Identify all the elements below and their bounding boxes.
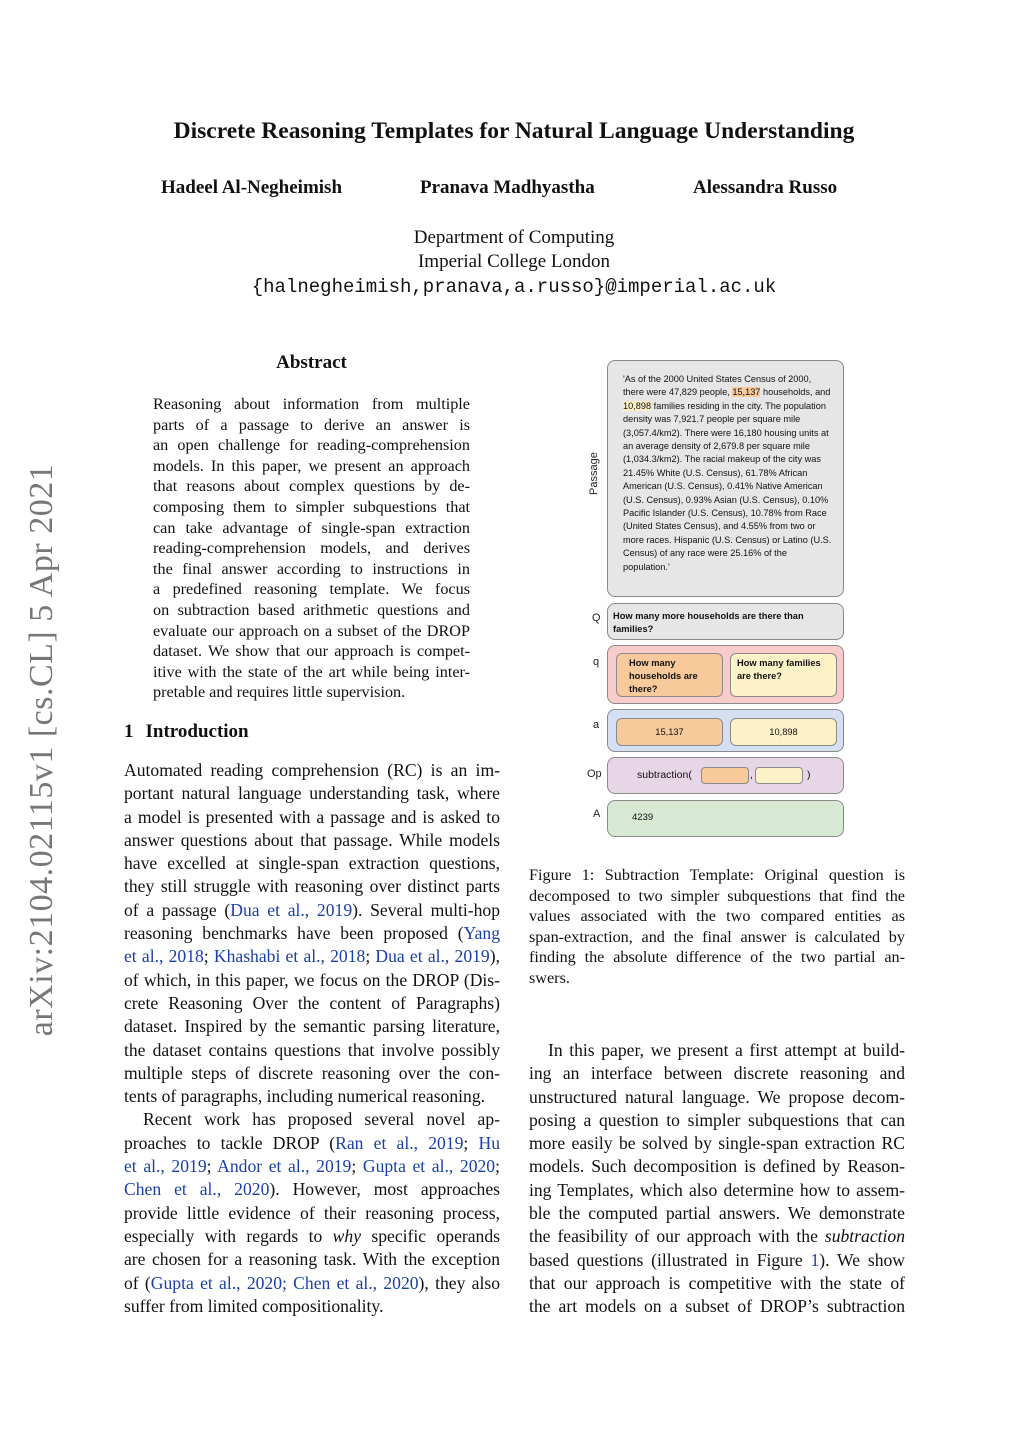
- author-2: Pranava Madhyastha: [420, 177, 595, 198]
- text-line: an open challenge for reading-comprehension: [153, 436, 470, 455]
- text-line: suffer from limited compositionality.: [124, 1295, 384, 1316]
- author-3: Alessandra Russo: [693, 177, 838, 198]
- text-line: have excelled at single-span extraction questions,: [124, 853, 500, 874]
- passage-text: families residing in the city. The population density was 7,921.7 people per square mile (3,057.4/km2). There were 16,180 housing units at an average density of 2,679.8 per square mile (1,034.3/km2). The racial makeup of the city was 21.45% White (U.S. Census), 61.78% African American (U.S. Census), 0.41% Native American (U.S. Census), 0.93% Asian (U.S. Census), 0.10% Pacific Islander (U.S. Census), 10.78% from Race (United States Census), and 4.55% from two or more races. Hispanic (U.S. Census) or Latino (U.S. Census) of any race were 25.16% of the population.': [623, 400, 832, 572]
- text-line: of which, in this paper, we focus on the DROP (Dis-: [124, 969, 500, 990]
- label-q: q: [593, 656, 600, 668]
- text-line: multiple steps of discrete reasoning over the con-: [124, 1062, 500, 1083]
- text-line: more easily be solved by single-span extraction RC: [529, 1133, 905, 1154]
- citation-link[interactable]: Yang: [463, 923, 500, 944]
- text-line: tents of paragraphs, including numerical reasoning.: [124, 1086, 486, 1107]
- text-line: especially with regards to why specific operands: [124, 1225, 500, 1246]
- author-emails: {halnegheimish,pranava,a.russo}@imperial.ac.uk: [251, 276, 777, 298]
- subquestion-2: How many families are there?: [730, 653, 837, 697]
- answer-2: 10,898: [730, 718, 837, 746]
- citation-link[interactable]: 1: [810, 1249, 820, 1270]
- figure-caption: [529, 865, 905, 988]
- text-line: dataset. Inspired by the semantic parsing literature,: [124, 1016, 500, 1037]
- text-line: et al., 2019; Andor et al., 2019; Gupta et al., 2020;: [124, 1156, 500, 1177]
- text-line: portant natural language understanding task, where: [124, 783, 500, 804]
- text-line: the art models on a subset of DROP’s subtraction: [529, 1296, 905, 1317]
- text-line: provide little evidence of their reasoning process,: [124, 1202, 500, 1223]
- text-line: Figure 1: Subtraction Template: Original question is: [529, 866, 905, 884]
- text-line: pretable and requires little supervision.: [153, 683, 406, 702]
- italic-text: why: [332, 1225, 361, 1246]
- italic-text: subtraction: [824, 1226, 905, 1247]
- answer-1: 15,137: [616, 718, 723, 746]
- abstract-heading: Abstract: [276, 352, 347, 373]
- text-line: posing a question to simpler subquestions that can: [529, 1109, 905, 1130]
- question-box: How many more households are there than families?: [607, 603, 844, 640]
- text-line: of a passage (Dua et al., 2019). Several multi-hop: [124, 899, 500, 920]
- text-line: decomposed to two simpler subquestions that find the: [529, 886, 905, 905]
- text-line: a predefined reasoning template. We focus: [153, 580, 470, 599]
- section-title: Introduction: [145, 721, 249, 742]
- operation-comma: ,: [750, 769, 753, 781]
- text-line: swers.: [529, 968, 570, 987]
- citation-link[interactable]: Andor et al., 2019: [217, 1156, 352, 1177]
- text-line: they still struggle with reasoning over distinct parts: [124, 876, 500, 897]
- citation-link[interactable]: Dua et al., 2019: [230, 899, 353, 920]
- final-answer-box: 4239: [607, 800, 844, 837]
- text-line: span-extraction, and the final answer is calculated by: [529, 927, 905, 946]
- text-line: finding the absolute difference of the two partial an-: [529, 948, 905, 966]
- text-line: on subtraction based arithmetic questions and: [153, 600, 470, 619]
- text-line: ble the computed partial answers. We demonstrate: [529, 1203, 905, 1224]
- label-A: A: [593, 808, 601, 820]
- citation-link[interactable]: Hu: [478, 1132, 500, 1153]
- text-line: models. In this paper, we present an approach: [153, 456, 470, 475]
- label-a: a: [593, 719, 600, 731]
- operation-box: [607, 757, 844, 794]
- text-line: Reasoning about information from multiple: [153, 395, 470, 413]
- citation-link[interactable]: Dua et al., 2019: [375, 946, 490, 967]
- text-line: answer questions about that passage. While models: [124, 829, 500, 850]
- passage-box: [607, 360, 844, 597]
- passage-text: households, and: [760, 387, 831, 398]
- text-line: of (Gupta et al., 2020; Chen et al., 2020), they also: [124, 1272, 500, 1293]
- text-line: the dataset contains questions that involve possibly: [124, 1039, 500, 1060]
- text-line: crete Reasoning Over the content of Paragraphs): [124, 992, 500, 1013]
- author-1: Hadeel Al-Negheimish: [161, 177, 343, 198]
- right-column-text: [529, 1039, 905, 1319]
- text-line: values associated with the two compared entities as: [529, 907, 905, 925]
- highlight-households: 15,137: [732, 387, 761, 398]
- text-line: based questions (illustrated in Figure 1). We show: [529, 1249, 905, 1270]
- citation-link[interactable]: Chen et al., 2020: [124, 1179, 270, 1200]
- text-line: Chen et al., 2020). However, most approaches: [124, 1179, 500, 1200]
- text-line: are chosen for a reasoning task. With the exception: [124, 1249, 500, 1270]
- text-line: that reasons about complex questions by de-: [153, 477, 470, 496]
- text-line: Recent work has proposed several novel ap-: [143, 1109, 500, 1130]
- text-line: parts of a passage to derive an answer is: [153, 415, 470, 434]
- intro-text: [124, 759, 500, 1318]
- operation-name: subtraction(: [637, 769, 692, 781]
- text-line: et al., 2018; Khashabi et al., 2018; Dua et al., 2019),: [124, 946, 500, 967]
- highlight-families: 10,898: [623, 400, 652, 411]
- text-line: models. Such decomposition is defined by Reason-: [529, 1156, 905, 1177]
- subquestions-box: [607, 645, 844, 704]
- text-line: ing Templates, which also determine how to assem-: [529, 1179, 905, 1200]
- citation-link[interactable]: et al., 2018: [124, 946, 204, 967]
- text-line: Automated reading comprehension (RC) is an im-: [124, 760, 500, 780]
- text-line: reading-comprehension models, and derives: [153, 539, 470, 558]
- operand-slot-2: [755, 767, 803, 784]
- text-line: In this paper, we present a first attempt at build-: [548, 1040, 905, 1060]
- paper-title: Discrete Reasoning Templates for Natural Language Understanding: [173, 118, 855, 144]
- text-line: composing them to simpler subquestions that: [153, 497, 470, 516]
- section-number: 1: [124, 721, 134, 742]
- operand-slot-1: [701, 767, 749, 784]
- text-line: itive with the state of the art while being inter-: [153, 662, 470, 681]
- text-line: proaches to tackle DROP (Ran et al., 2019; Hu: [124, 1132, 500, 1153]
- section-heading: [124, 721, 261, 743]
- text-line: ing an interface between discrete reasoning and: [529, 1063, 905, 1084]
- affiliation-institution: Imperial College London: [417, 251, 611, 272]
- label-Q: Q: [592, 612, 601, 624]
- arxiv-stamp: arXiv:2104.02115v1 [cs.CL] 5 Apr 2021: [23, 463, 60, 1037]
- citation-link[interactable]: Gupta et al., 2020; Chen et al., 2020: [150, 1272, 419, 1293]
- answers-box: [607, 709, 844, 752]
- abstract-body: [153, 394, 470, 703]
- text-line: a model is presented with a passage and is asked to: [124, 806, 500, 827]
- text-line: dataset. We show that our approach is compet-: [153, 642, 470, 661]
- operation-close: ): [807, 769, 811, 781]
- text-line: evaluate our approach on a subset of the DROP: [153, 621, 470, 640]
- citation-link[interactable]: Khashabi et al., 2018: [213, 946, 366, 967]
- citation-link[interactable]: et al., 2019: [124, 1156, 207, 1177]
- subquestion-1: How many households are there?: [616, 653, 723, 697]
- text-line: that our approach is competitive with the state of: [529, 1272, 905, 1293]
- citation-link[interactable]: Gupta et al., 2020: [362, 1156, 496, 1177]
- text-line: can take advantage of single-span extraction: [153, 518, 470, 537]
- label-passage: Passage: [588, 452, 600, 495]
- text-line: unstructured natural language. We propose decom-: [529, 1086, 905, 1107]
- affiliation-dept: Department of Computing: [413, 227, 615, 248]
- passage-text: 'As of the 2000 United States Census of 2000, there were 47,829 people,: [623, 374, 812, 398]
- text-line: reasoning benchmarks have been proposed (Yang: [124, 923, 500, 944]
- label-Op: Op: [587, 768, 602, 780]
- citation-link[interactable]: Ran et al., 2019: [335, 1132, 464, 1153]
- text-line: the final answer according to instructions in: [153, 559, 470, 578]
- text-line: the feasibility of our approach with the subtraction: [529, 1226, 905, 1247]
